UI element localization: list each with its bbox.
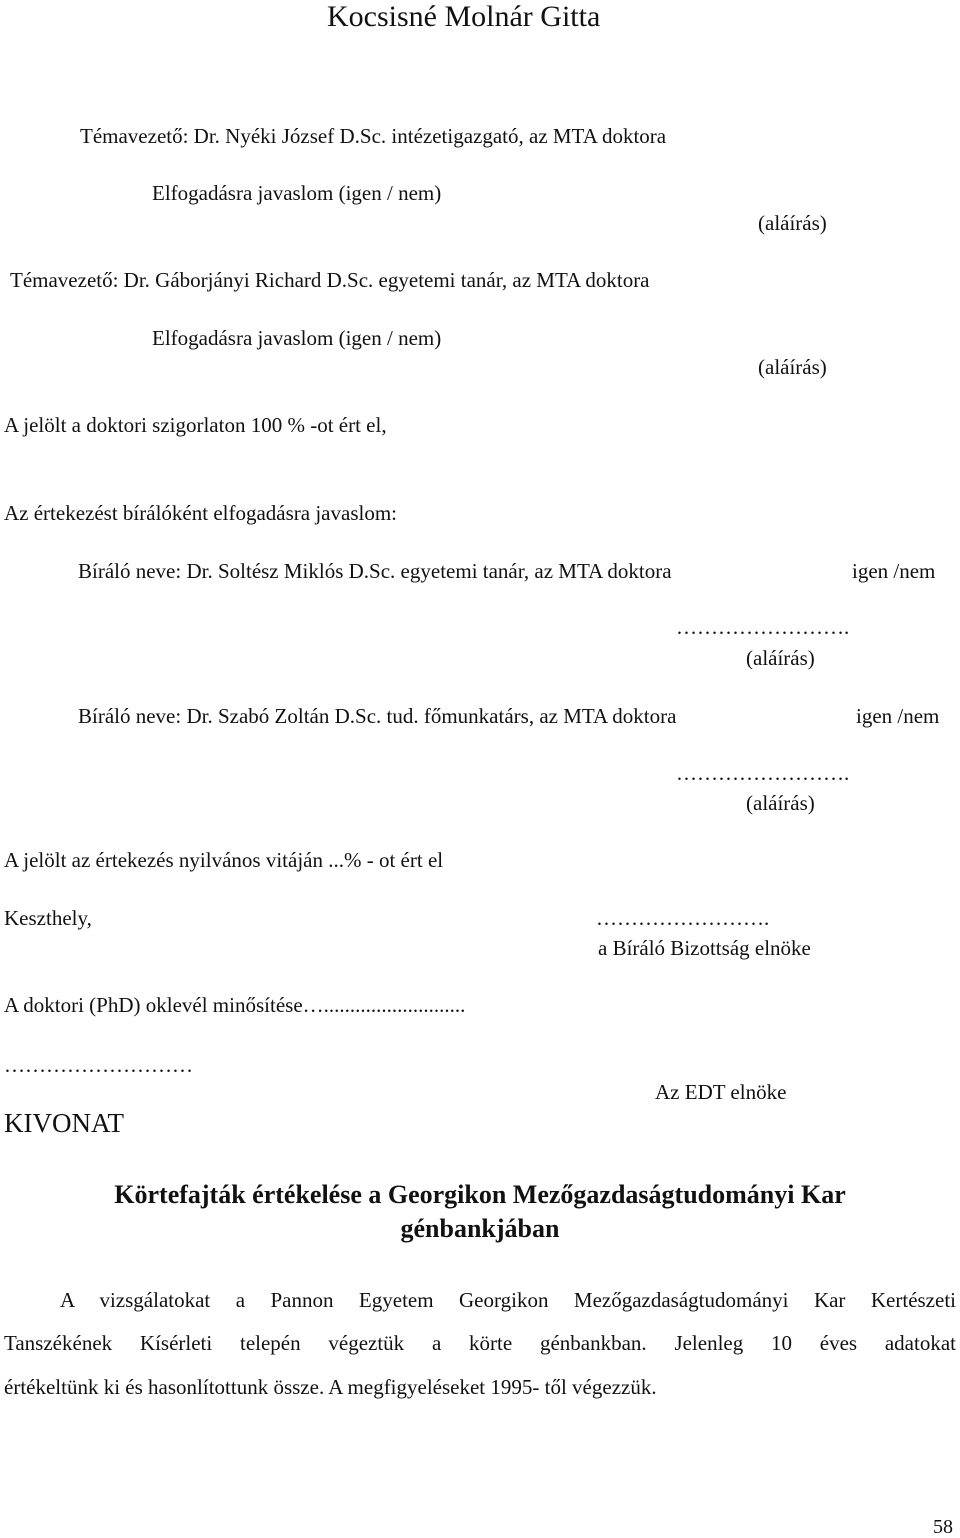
committee-dots: …………………….: [596, 906, 770, 930]
committee-chair-label: a Bíráló Bizottság elnöke: [598, 936, 811, 960]
edt-chair-label: Az EDT elnöke: [655, 1080, 787, 1104]
page-header-author: Kocsisné Molnár Gitta: [327, 0, 601, 33]
exam-result: A jelölt a doktori szigorlaton 100 % -ot ért el,: [4, 413, 387, 437]
reviewer-2-choice: igen /nem: [856, 704, 940, 728]
supervisor-1-accept: Elfogadásra javaslom (igen / nem): [152, 181, 442, 205]
reviewer-2-line: Bíráló neve: Dr. Szabó Zoltán D.Sc. tud. főmunkatárs, az MTA doktora: [78, 704, 677, 728]
abstract-line-2: Tanszékének Kísérleti telepén végeztük a körte génbankban. Jelenleg 10 éves adatokat: [4, 1331, 956, 1355]
reviewer-1-signature: (aláírás): [746, 646, 815, 670]
reviewer-1-line: Bíráló neve: Dr. Soltész Miklós D.Sc. egyetemi tanár, az MTA doktora: [78, 559, 672, 583]
supervisor-1-signature: (aláírás): [758, 211, 827, 235]
abstract-title: Körtefajták értékelése a Georgikon Mezőgazdaságtudományi Kar génbankjában: [114, 1180, 846, 1243]
reviewer-2-signature: (aláírás): [746, 791, 815, 815]
reviewers-intro: Az értekezést bírálóként elfogadásra javaslom:: [4, 501, 397, 525]
reviewer-1-choice: igen /nem: [852, 559, 936, 583]
supervisor-2-line: Témavezető: Dr. Gáborjányi Richard D.Sc. egyetemi tanár, az MTA doktora: [10, 268, 650, 292]
supervisor-2-signature: (aláírás): [758, 355, 827, 379]
edt-dots: ………………………: [4, 1053, 193, 1077]
reviewer-2-dots: …………………….: [676, 761, 850, 785]
supervisor-1-line: Témavezető: Dr. Nyéki József D.Sc. intézetigazgató, az MTA doktora: [80, 124, 667, 148]
defense-result: A jelölt az értekezés nyilvános vitáján ...% - ot ért el: [4, 848, 444, 872]
place: Keszthely,: [4, 906, 92, 930]
page-number: 58: [933, 1516, 953, 1538]
supervisor-2-accept: Elfogadásra javaslom (igen / nem): [152, 326, 442, 350]
diploma-grade: A doktori (PhD) oklevél minősítése…...........................: [4, 993, 466, 1017]
abstract-line-3: értékeltünk ki és hasonlítottunk össze. A megfigyeléseket 1995- től végezzük.: [4, 1375, 657, 1399]
abstract-line-1: A vizsgálatokat a Pannon Egyetem Georgikon Mezőgazdaságtudományi Kar Kertészeti: [60, 1288, 956, 1312]
reviewer-1-dots: …………………….: [676, 615, 850, 639]
abstract-heading: KIVONAT: [4, 1108, 124, 1138]
